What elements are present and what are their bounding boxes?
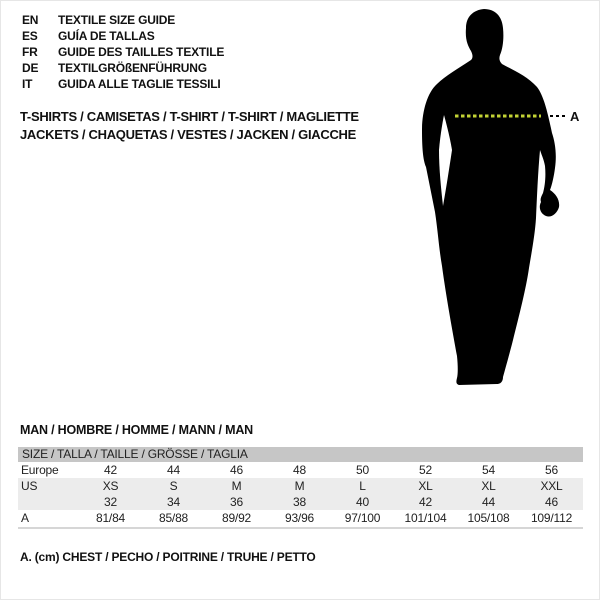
table-cell: 85/88	[158, 511, 189, 525]
language-label: TEXTILE SIZE GUIDE	[58, 13, 176, 27]
table-cell: 42	[419, 495, 432, 509]
language-code: DE	[22, 61, 39, 75]
section-title-man: MAN / HOMBRE / HOMME / MANN / MAN	[20, 423, 253, 437]
row-label	[18, 494, 79, 510]
table-row-us	[18, 478, 583, 494]
language-code: IT	[22, 77, 33, 91]
language-row	[22, 76, 224, 92]
table-cell: 93/96	[284, 511, 315, 525]
table-cell: XS	[102, 479, 119, 493]
language-row	[22, 44, 224, 60]
language-row	[22, 60, 224, 76]
table-cell: S	[169, 479, 178, 493]
table-cell: XXL	[540, 479, 563, 493]
language-label: GUIDA ALLE TAGLIE TESSILI	[58, 77, 221, 91]
table-cell: 105/108	[467, 511, 510, 525]
table-cell: 52	[419, 463, 432, 477]
table-cell: 97/100	[344, 511, 381, 525]
language-legend	[22, 12, 224, 92]
size-table	[18, 447, 583, 529]
language-label: GUÍA DE TALLAS	[58, 29, 155, 43]
table-row-numeric	[18, 494, 583, 510]
table-cell: 48	[293, 463, 306, 477]
language-row	[22, 28, 224, 44]
table-cell: M	[231, 479, 242, 493]
language-label: TEXTILGRÖßENFÜHRUNG	[58, 61, 207, 75]
table-cell: 109/112	[530, 511, 573, 525]
row-label: A	[21, 511, 29, 525]
table-cell: 81/84	[95, 511, 126, 525]
size-table-header: SIZE / TALLA / TAILLE / GRÖSSE / TAGLIA	[18, 447, 583, 462]
table-cell: 36	[230, 495, 243, 509]
table-cell: 40	[356, 495, 369, 509]
man-silhouette-figure	[413, 4, 581, 396]
table-cell: 56	[545, 463, 558, 477]
language-row	[22, 12, 224, 28]
table-row-chest-a	[18, 510, 583, 526]
table-cell: 44	[482, 495, 495, 509]
language-code: EN	[22, 13, 39, 27]
table-cell: 46	[545, 495, 558, 509]
table-cell: 38	[293, 495, 306, 509]
measurement-footnote: A. (cm) CHEST / PECHO / POITRINE / TRUHE / PETTO	[20, 550, 316, 564]
table-bottom-divider	[18, 527, 583, 529]
table-cell: M	[294, 479, 305, 493]
table-cell: 32	[104, 495, 117, 509]
measure-label-a: A	[570, 109, 580, 124]
row-label: Europe	[21, 463, 59, 477]
silhouette-svg	[413, 4, 581, 396]
category-jackets: JACKETS / CHAQUETAS / VESTES / JACKEN / GIACCHE	[20, 127, 356, 142]
row-label: US	[21, 479, 38, 493]
table-row-europe	[18, 462, 583, 478]
table-cell: L	[359, 479, 366, 493]
table-cell: XL	[418, 479, 433, 493]
language-code: FR	[22, 45, 38, 59]
table-cell: 101/104	[404, 511, 447, 525]
category-tshirts: T-SHIRTS / CAMISETAS / T-SHIRT / T-SHIRT / MAGLIETTE	[20, 109, 359, 124]
category-lines	[20, 108, 359, 144]
table-cell: 50	[356, 463, 369, 477]
table-cell: XL	[481, 479, 496, 493]
language-label: GUIDE DES TAILLES TEXTILE	[58, 45, 225, 59]
table-cell: 89/92	[221, 511, 252, 525]
table-cell: 54	[482, 463, 495, 477]
table-cell: 46	[230, 463, 243, 477]
language-code: ES	[22, 29, 38, 43]
table-cell: 42	[104, 463, 117, 477]
table-cell: 34	[167, 495, 180, 509]
table-cell: 44	[167, 463, 180, 477]
